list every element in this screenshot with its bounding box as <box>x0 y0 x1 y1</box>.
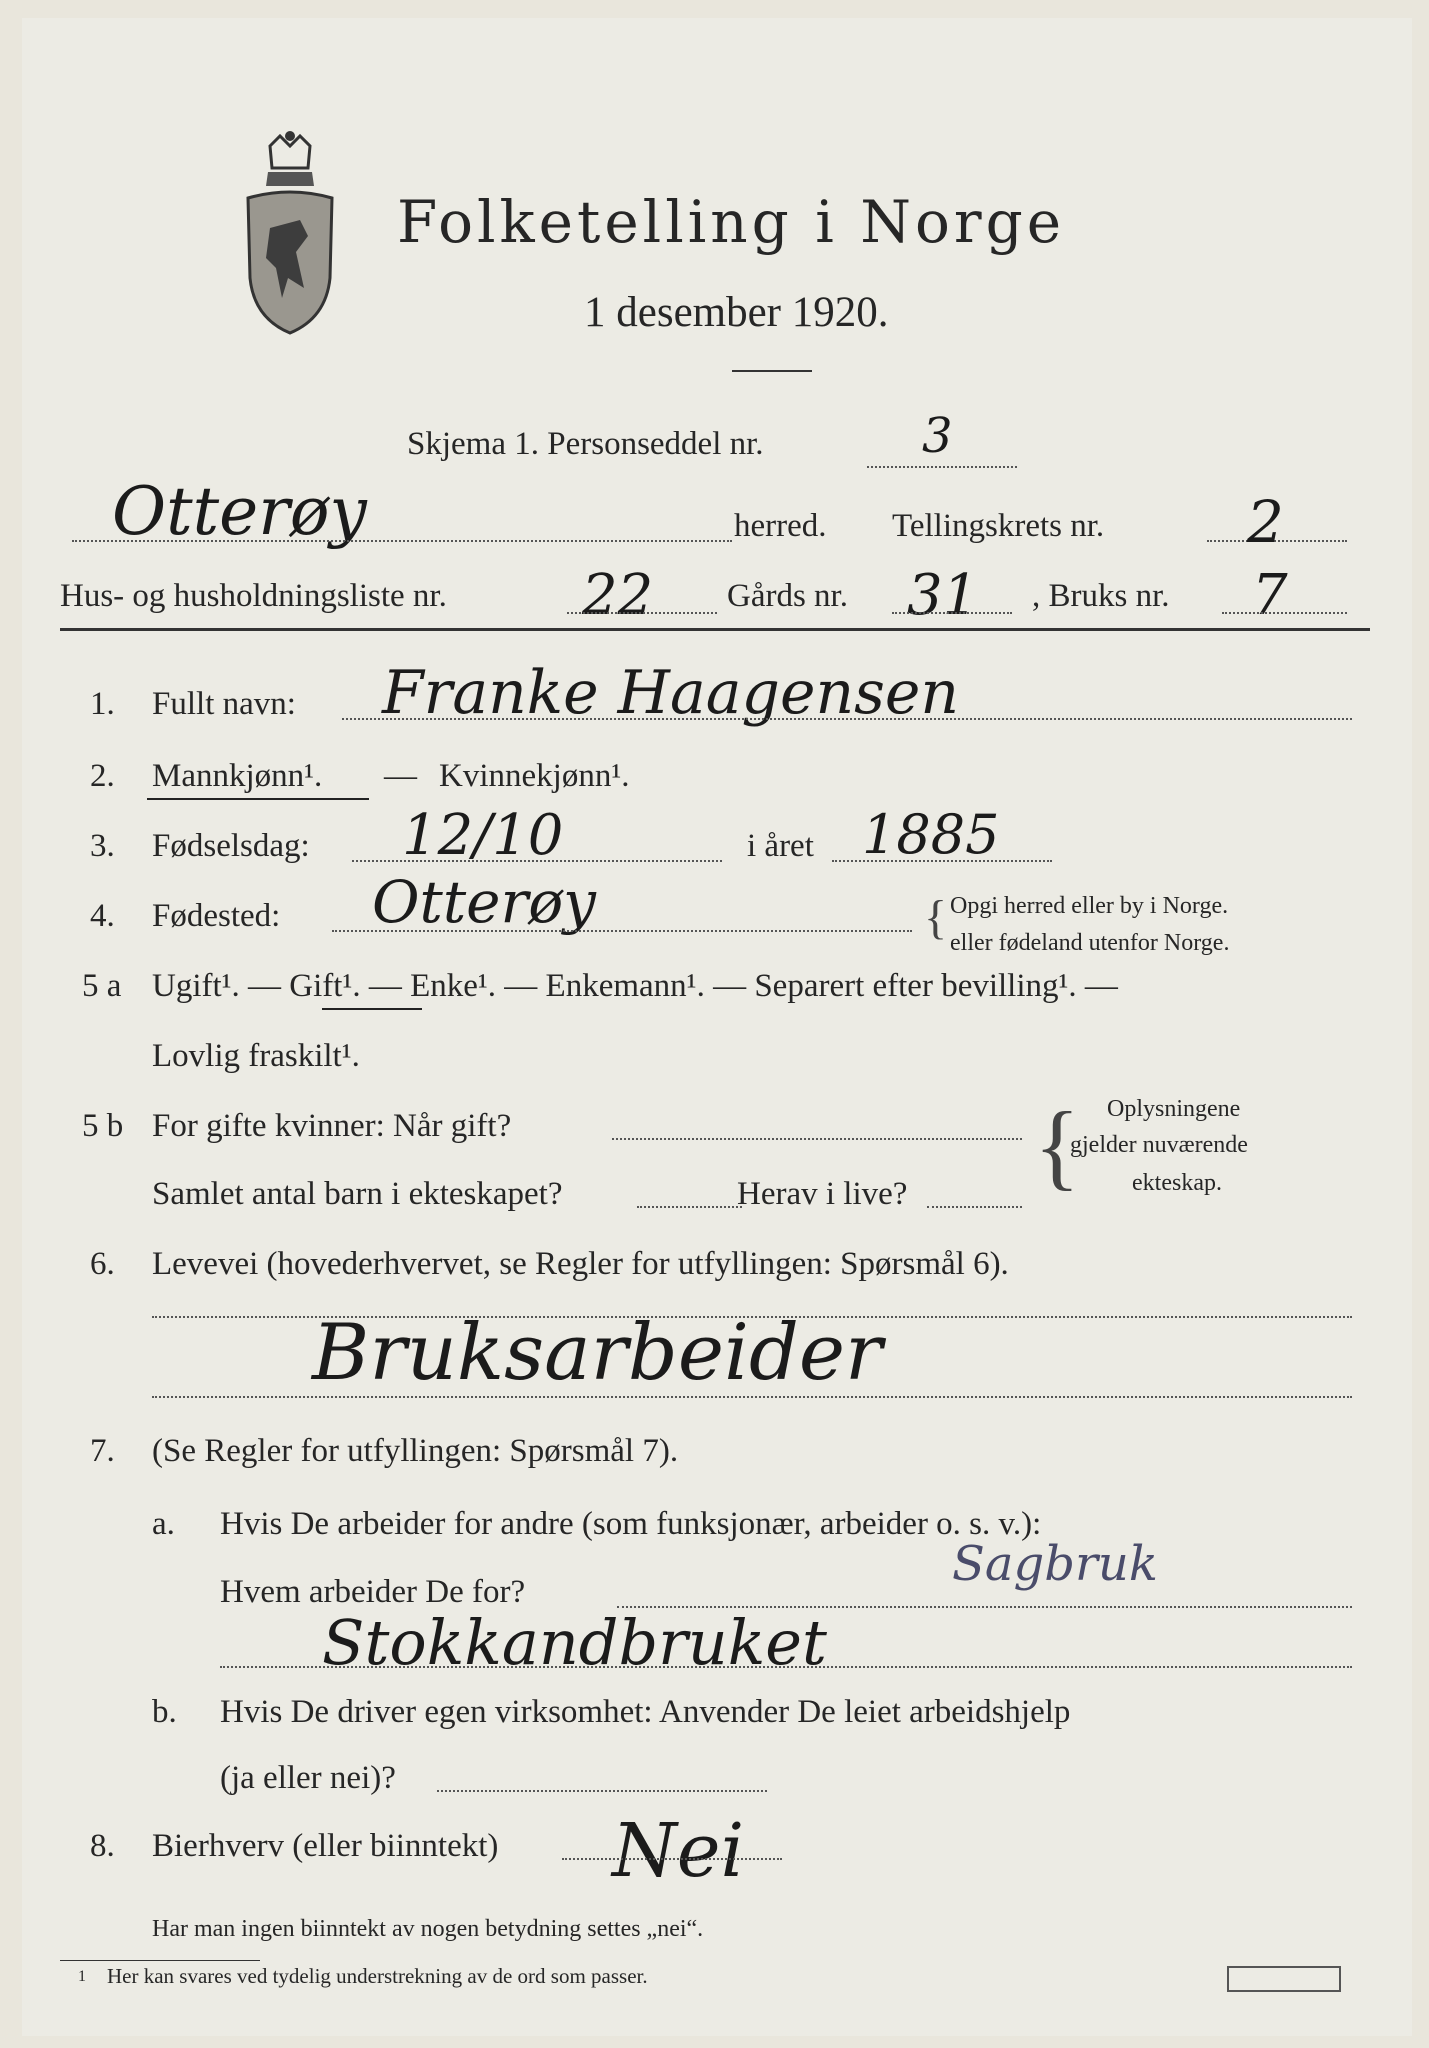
q4-value: Otterøy <box>372 868 596 936</box>
q7a-letter: a. <box>152 1506 175 1542</box>
printer-stamp <box>1227 1966 1341 1992</box>
q5a-options-line2: Lovlig fraskilt¹. <box>152 1038 360 1074</box>
herred-label: herred. <box>734 508 827 544</box>
q1-number: 1. <box>90 686 115 722</box>
q6-value: Bruksarbeider <box>312 1308 883 1398</box>
q2-separator: — <box>384 758 417 794</box>
paper-sheet <box>22 18 1412 2036</box>
q2-number: 2. <box>90 758 115 794</box>
q3-value: 12/10 <box>402 803 564 868</box>
tellingskrets-label: Tellingskrets nr. <box>892 508 1105 544</box>
q7a-employer-label: Hvem arbeider De for? <box>220 1574 526 1610</box>
q5b-alive-dots <box>927 1206 1022 1208</box>
coat-of-arms-icon <box>230 128 350 338</box>
bruks-label: , Bruks nr. <box>1032 578 1170 614</box>
q4-label: Fødested: <box>152 898 281 934</box>
q5a-options: Ugift¹. — Gift¹. — Enke¹. — Enkemann¹. — Separert efter bevilling¹. — <box>152 968 1118 1004</box>
q2-female-option: Kvinnekjønn¹. <box>439 758 630 794</box>
q4-note-line1: Opgi herred eller by i Norge. <box>950 893 1229 919</box>
q6-dots-2 <box>152 1396 1352 1398</box>
personseddel-value: 3 <box>922 408 953 464</box>
footer-note: Har man ingen biinntekt av nogen betydning settes „nei“. <box>152 1916 704 1942</box>
q6-number: 6. <box>90 1246 115 1282</box>
q5b-children-dots <box>637 1206 742 1208</box>
husliste-dots <box>567 612 717 614</box>
footnote-rule <box>60 1960 260 1961</box>
husliste-label: Hus- og husholdningsliste nr. <box>60 578 447 614</box>
q5b-children-label: Samlet antal barn i ekteskapet? <box>152 1176 563 1212</box>
q7b-label-line2: (ja eller nei)? <box>220 1760 396 1796</box>
q5a-gift-underline <box>322 1008 422 1010</box>
q4-number: 4. <box>90 898 115 934</box>
gards-dots <box>892 612 1012 614</box>
q3-label: Fødselsdag: <box>152 828 310 864</box>
q5b-number: 5 b <box>82 1108 124 1144</box>
bruks-dots <box>1222 612 1347 614</box>
footnote-mark: 1 <box>78 1968 86 1985</box>
q7b-letter: b. <box>152 1694 177 1730</box>
q1-dots <box>342 718 1352 720</box>
q1-label: Fullt navn: <box>152 686 296 722</box>
schema-label: Skjema 1. Personseddel nr. <box>407 426 764 462</box>
q6-label: Levevei (hovederhvervet, se Regler for utfyllingen: Spørsmål 6). <box>152 1246 1009 1282</box>
q5b-note-line1: Oplysningene <box>1107 1096 1241 1122</box>
q5a-number: 5 a <box>82 968 122 1004</box>
q5b-brace: { <box>1034 1092 1081 1199</box>
personseddel-dots <box>867 466 1017 468</box>
q5b-note-line3: ekteskap. <box>1132 1170 1222 1196</box>
q2-male-option: Mannkjønn¹. <box>152 758 323 794</box>
husliste-value: 22 <box>582 563 654 628</box>
q7b-label: Hvis De driver egen virksomhet: Anvender De leiet arbeidshjelp <box>220 1694 1071 1730</box>
q4-note-line2: eller fødeland utenfor Norge. <box>950 930 1230 956</box>
q5b-alive-label: Herav i live? <box>737 1176 908 1212</box>
q8-value: Nei <box>612 1808 745 1894</box>
q7a-value-top: Sagbruk <box>952 1536 1158 1592</box>
q3-year-value: 1885 <box>862 803 1000 866</box>
q4-brace: { <box>924 891 948 944</box>
tellingskrets-value: 2 <box>1247 488 1284 556</box>
q2-male-underline <box>147 798 369 800</box>
form-title: Folketelling i Norge <box>397 188 1066 256</box>
q7-label: (Se Regler for utfyllingen: Spørsmål 7). <box>152 1433 679 1469</box>
q7-number: 7. <box>90 1433 115 1469</box>
q5b-dots <box>612 1138 1022 1140</box>
q7a-label: Hvis De arbeider for andre (som funksjonær, arbeider o. s. v.): <box>220 1506 1042 1542</box>
q7a-dots-2 <box>220 1666 1352 1668</box>
herred-value: Otterøy <box>112 473 367 550</box>
gards-label: Gårds nr. <box>727 578 848 614</box>
footnote-text: Her kan svares ved tydelig understrekning av de ord som passer. <box>107 1964 648 1988</box>
gards-value: 31 <box>907 563 979 628</box>
q1-value: Franke Haagensen <box>382 658 960 728</box>
herred-dots <box>72 540 732 542</box>
q8-number: 8. <box>90 1828 115 1864</box>
q4-dots <box>332 930 912 932</box>
census-date: 1 desember 1920. <box>584 289 889 336</box>
q3-dots <box>352 860 722 862</box>
q3-number: 3. <box>90 828 115 864</box>
q8-dots <box>562 1858 782 1860</box>
q8-label: Bierhverv (eller biinntekt) <box>152 1828 499 1864</box>
q3-year-label: i året <box>747 828 814 864</box>
bruks-value: 7 <box>1252 563 1288 628</box>
q5b-note-line2: gjelder nuværende <box>1070 1132 1248 1158</box>
q7a-value: Stokkandbruket <box>322 1606 827 1679</box>
title-divider <box>732 370 812 372</box>
q5b-label: For gifte kvinner: Når gift? <box>152 1108 512 1144</box>
q7b-dots <box>437 1790 767 1792</box>
header-separator <box>60 628 1370 631</box>
q3-year-dots <box>832 860 1052 862</box>
